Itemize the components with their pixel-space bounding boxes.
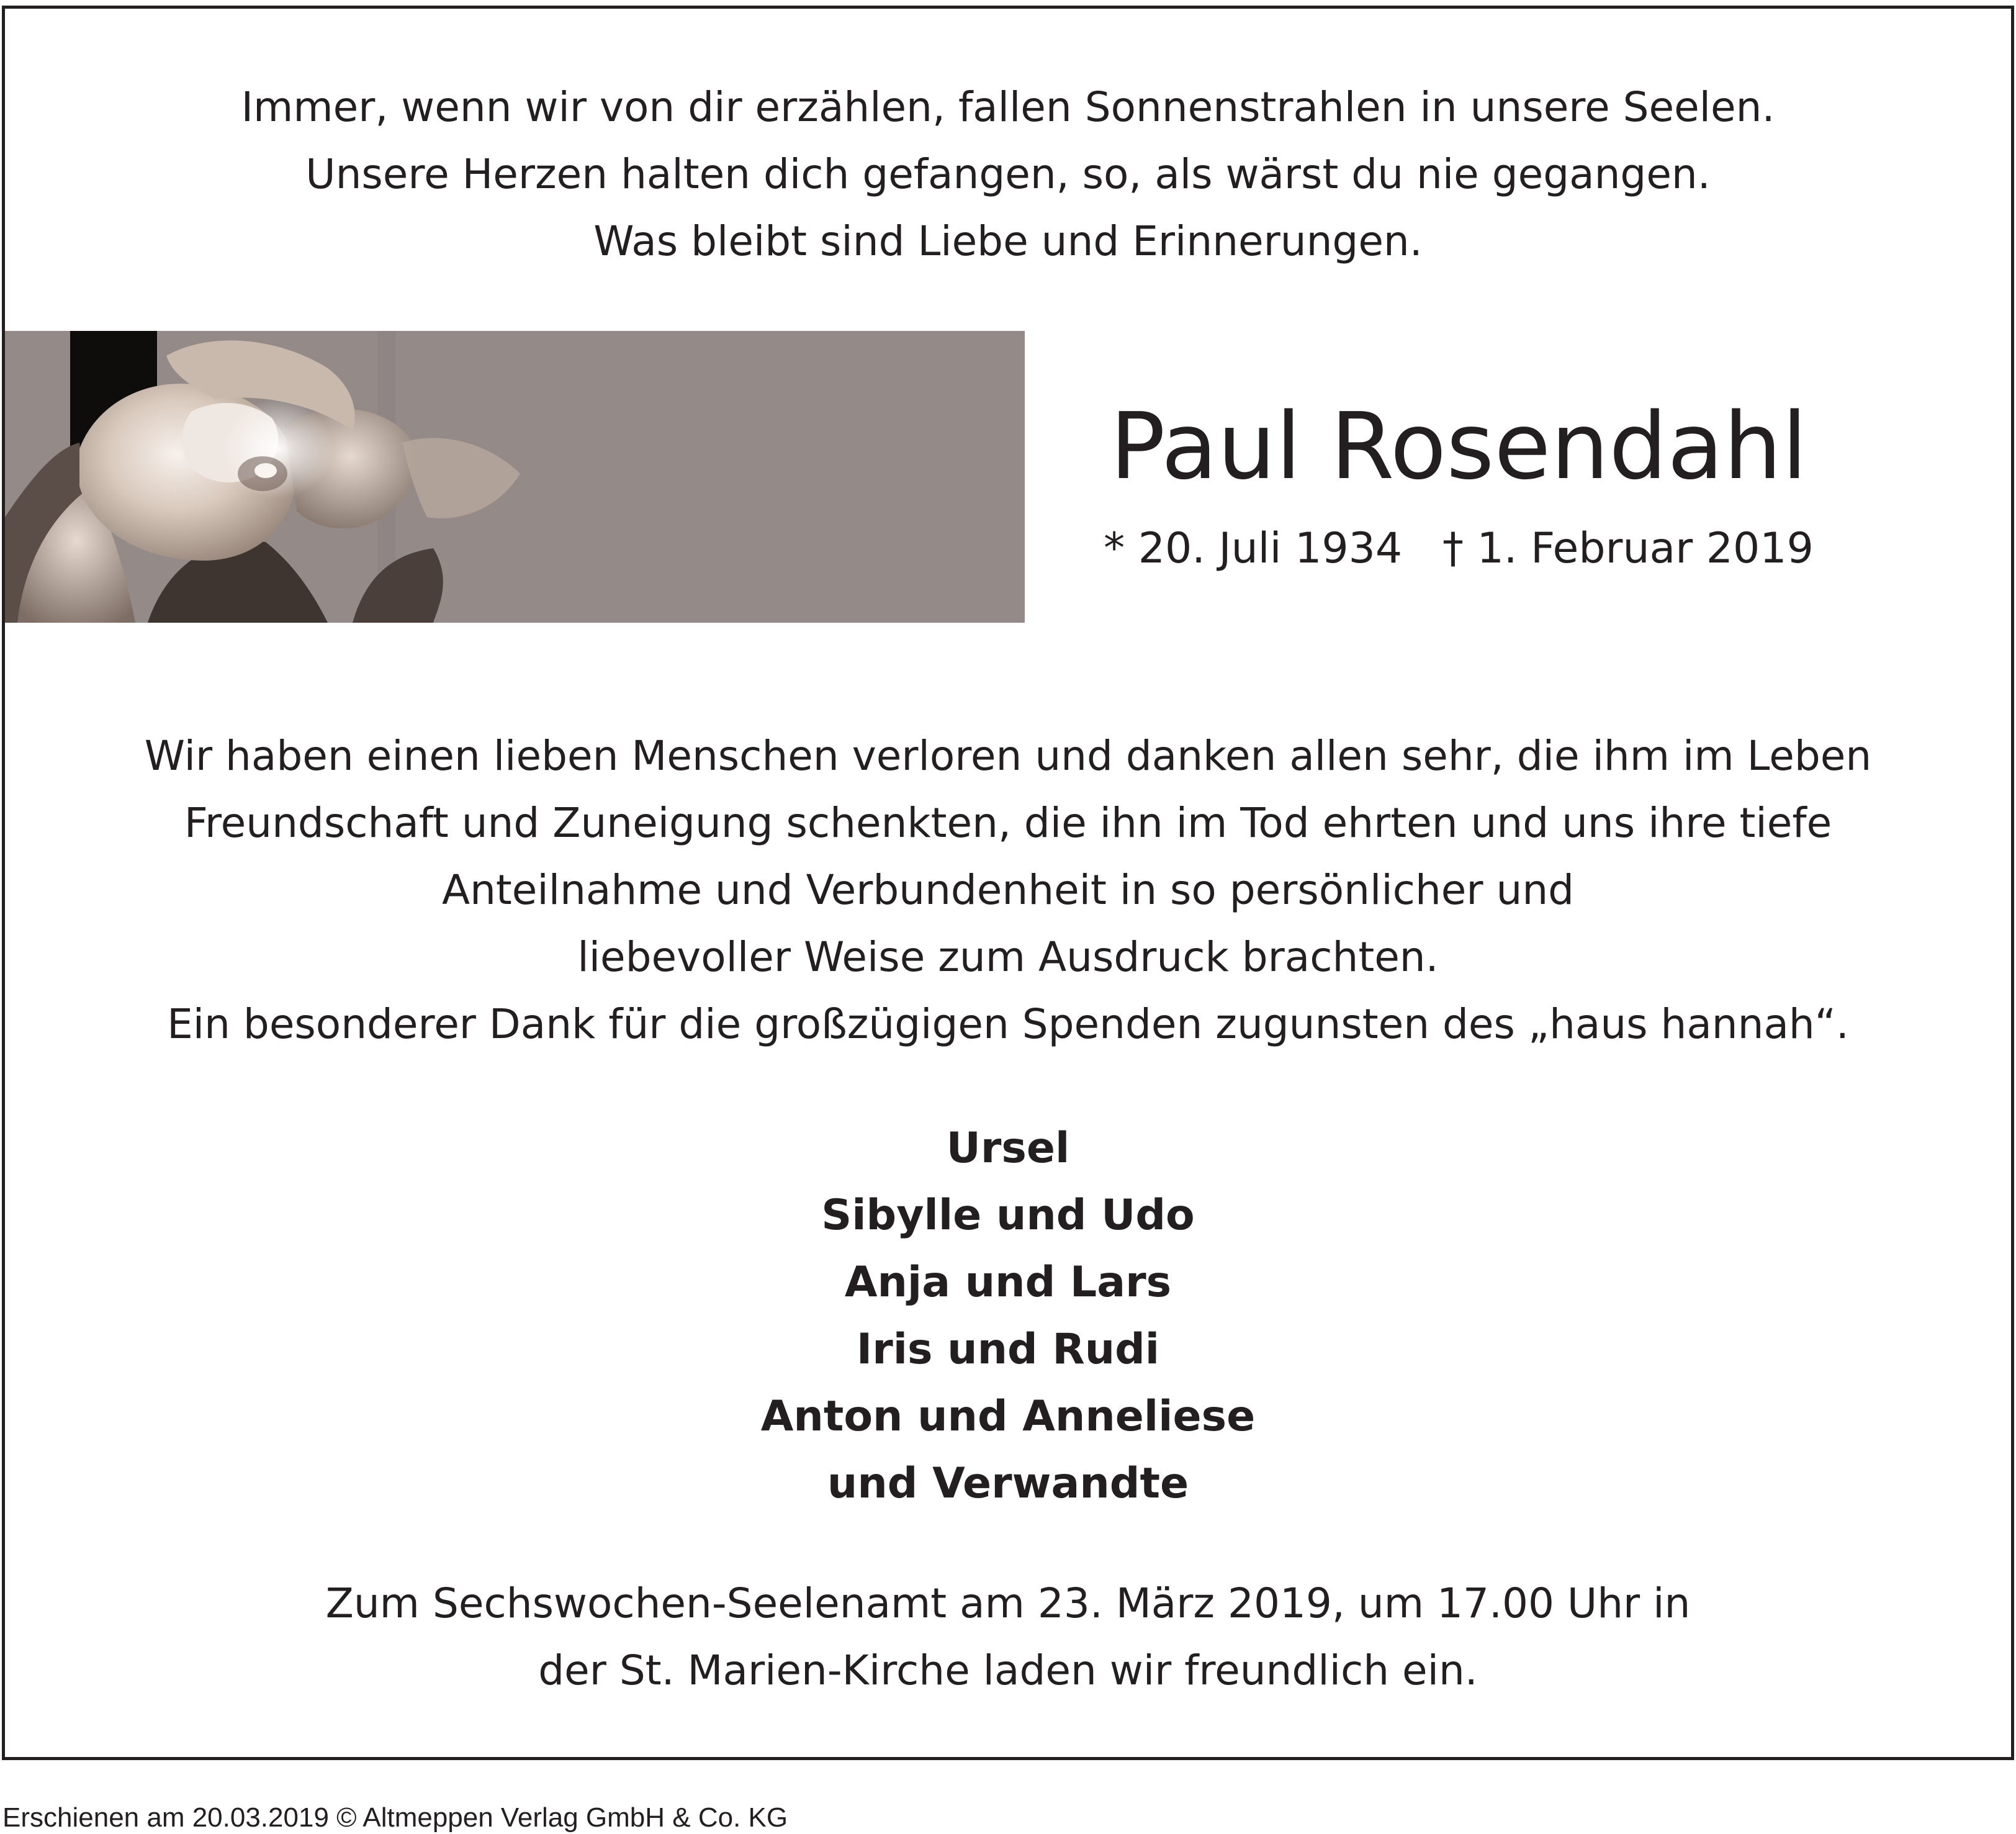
family-signatures (5, 1115, 2011, 1517)
verse-line: Was bleibt sind Liebe und Erinnerungen. (593, 217, 1423, 265)
life-dates: * 20. Juli 1934 † 1. Februar 2019 (1104, 524, 1814, 573)
invitation-line: Zum Sechswochen-Seelenamt am 23. März 2019, um 17.00 Uhr in (325, 1579, 1691, 1627)
family-member: Anton und Anneliese (760, 1392, 1256, 1441)
family-member: Iris und Rudi (856, 1325, 1160, 1374)
rose-image (5, 331, 1025, 623)
publication-footer: Erschienen am 20.03.2019 © Altmeppen Verlag GmbH & Co. KG (2, 1802, 788, 1833)
verse-line: Unsere Herzen halten dich gefangen, so, als wärst du nie gegangen. (305, 150, 1711, 198)
family-member: und Verwandte (827, 1459, 1189, 1508)
rose-photo (5, 331, 1025, 623)
thanks-text (5, 723, 2011, 1058)
family-member: Ursel (946, 1124, 1070, 1173)
deceased-name: Paul Rosendahl (1110, 393, 1807, 500)
thanks-line: Anteilnahme und Verbundenheit in so persönlicher und (441, 866, 1575, 914)
thanks-line: liebevoller Weise zum Ausdruck brachten. (577, 933, 1439, 981)
verse-line: Immer, wenn wir von dir erzählen, fallen Sonnenstrahlen in unsere Seelen. (241, 83, 1775, 131)
thanks-line: Freundschaft und Zuneigung schenkten, die ihn im Tod ehrten und uns ihre tiefe (184, 799, 1832, 847)
thanks-line: Wir haben einen lieben Menschen verloren und danken allen sehr, die ihm im Leben (144, 732, 1872, 780)
family-member: Anja und Lars (844, 1258, 1172, 1307)
invitation-line: der St. Marien-Kirche laden wir freundlich ein. (538, 1647, 1478, 1694)
thanks-line: Ein besonderer Dank für die großzügigen Spenden zugunsten des „haus hannah“. (167, 1000, 1849, 1048)
memorial-verse (5, 74, 2011, 275)
obituary-notice (2, 6, 2014, 1760)
service-invitation (5, 1570, 2011, 1704)
family-member: Sibylle und Udo (821, 1191, 1195, 1240)
